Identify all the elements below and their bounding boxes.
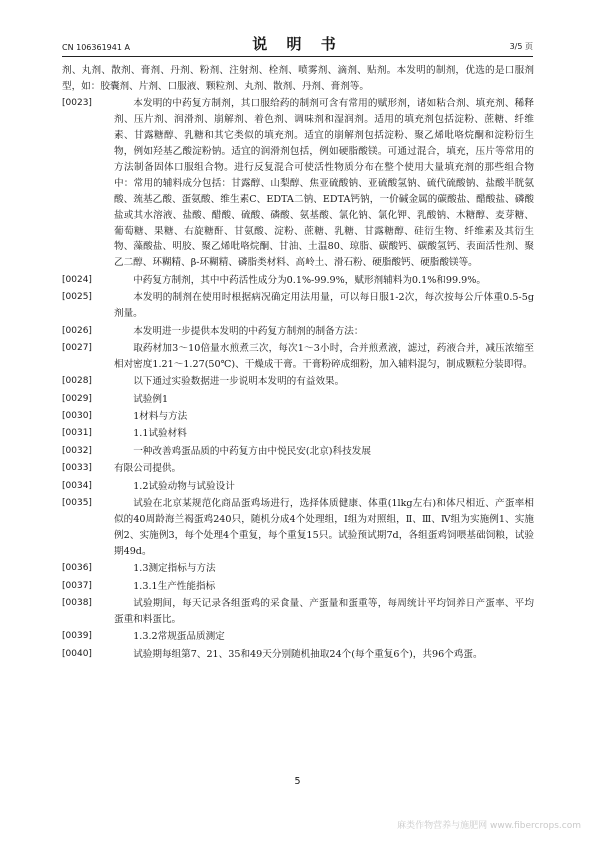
paragraph-0028 [62, 374, 534, 390]
paragraph-text: 一种改善鸡蛋品质的中药复方由中悦民安(北京)科技发展 [133, 445, 371, 457]
paragraph-0024 [62, 273, 534, 289]
paragraph-number: [0029] [62, 393, 92, 404]
paragraph-0033 [62, 461, 534, 477]
paragraph-0035 [62, 496, 534, 560]
paragraph-0039 [62, 629, 534, 645]
paragraph-text: 剂、丸剂、散剂、膏剂、丹剂、粉剂、注射剂、栓剂、喷雾剂、滴剂、贴剂。本发明的制剂，优选的是口服剂型，如：胶囊剂、片剂、口服液、颗粒剂、丸剂、散剂、丹剂、膏剂等。 [62, 65, 534, 92]
paragraph-0030 [62, 409, 534, 425]
paragraph-0026 [62, 324, 534, 340]
paragraph-text: 1.1试验材料 [133, 428, 187, 440]
paragraph-number: [0035] [62, 498, 92, 509]
paragraph-continuation [62, 63, 534, 95]
paragraph-text: 1.3测定指标与方法 [133, 563, 216, 575]
paragraph-text: 试验期间，每天记录各组蛋鸡的采食量、产蛋量和蛋重等，每周统计平均饲养日产蛋率、平均蛋重和料蛋比。 [114, 598, 534, 625]
paragraph-0040 [62, 647, 534, 663]
paragraph-number: [0027] [62, 342, 92, 353]
paragraph-0025 [62, 290, 534, 322]
paragraph-text: 1材料与方法 [133, 411, 188, 423]
paragraph-number: [0038] [62, 598, 92, 608]
paragraph-text: 本发明进一步提供本发明的中药复方制剂的制备方法： [133, 325, 364, 337]
paragraph-number: [0040] [62, 648, 92, 659]
paragraph-number: [0036] [62, 563, 92, 574]
paragraph-text: 试验例1 [133, 393, 169, 405]
paragraph-number: [0031] [62, 428, 92, 439]
paragraph-0036 [62, 561, 534, 577]
paragraph-text: 本发明的中药复方制剂，其口服给药的制剂可含有常用的赋形剂，诸如粘合剂、填充剂、稀释剂、压片剂、润滑剂、崩解剂、着色剂、调味剂和湿润剂。适用的填充剂包括淀粉、蔗糖、纤维素、甘露糖醇、乳糖和其它类似的填充剂。适宜的崩解剂包括淀粉、聚乙烯吡咯烷酮和淀粉衍生物，例如羟基乙酸淀粉钠。适宜的润滑剂包括，例如硬脂酸镁。可通过混合，填充，压片等常用的方法制备固体口服组合物。进行反复混合可使活性物质分布在整个使用大量填充剂的那些组合物中：常用的辅料成分包括：甘露醇、山梨醇、焦亚硫酸钠、亚硫酸氢钠、硫代硫酸钠、盐酸半胱氨酸、巯基乙酸、蛋氨酸、维生素C、EDTA二钠、EDTA钙钠，一价碱金属的碳酸盐、醋酸盐、磷酸盐或其水溶液、盐酸、醋酸、硫酸、磷酸、氨基酸、氯化钠、氯化钾、乳酸钠、木糖醇、麦芽糖、葡萄糖、果糖、右旋糖酐、甘氨酸、淀粉、蔗糖、乳糖、甘露糖醇、硅衍生物、纤维素及其衍生物、藻酸盐、明胶、聚乙烯吡咯烷酮、甘油、土温80、琼脂、碳酸钙、碳酸氢钙、表面活性剂、聚乙二醇、环糊精、β-环糊精、磷脂类材料、高岭土、滑石粉、硬脂酸钙、硬脂酸镁等。 [114, 98, 534, 269]
paragraph-0038 [62, 596, 534, 628]
paragraph-0034 [62, 479, 534, 495]
paragraph-text: 试验在北京某规范化商品蛋鸡场进行，选择体质健康、体重(1lkg左右)和体尺相近、产蛋率相似的40周龄海兰褐蛋鸡240只，随机分成4个处理组，I组为对照组，Ⅱ、Ⅲ、Ⅳ组为实施例1、实施例2、实施例3，每个处理4个重复，每个重复15只。试验预试期7d，各组蛋鸡饲喂基础饲粮，试验期49d。 [114, 498, 534, 557]
paragraph-number: [0026] [62, 325, 92, 336]
paragraph-number: [0030] [62, 411, 92, 422]
paragraph-text: 有限公司提供。 [114, 463, 182, 475]
paragraph-number: [0037] [62, 580, 92, 591]
description-body [62, 63, 534, 664]
paragraph-text: 1.2试验动物与试验设计 [133, 480, 235, 492]
paragraph-text: 取药材加3～10倍量水煎煮三次，每次1～3小时，合并煎煮液，滤过，药液合并，减压浓缩至相对密度1.21～1.27(50℃)、干燥成干膏。干膏粉碎成细粉，加入辅料混匀，制成颗粒分装即得。 [114, 342, 534, 370]
page-indicator: 3/5 页 [509, 42, 533, 51]
paragraph-number: [0028] [62, 376, 92, 387]
paragraph-0032 [62, 444, 534, 460]
page-header [62, 34, 533, 57]
paragraph-0029 [62, 392, 534, 408]
paragraph-number: [0032] [62, 445, 92, 456]
paragraph-number: [0025] [62, 292, 92, 303]
page-number: 5 [294, 776, 301, 787]
site-watermark: 麻类作物营养与施肥网 www.fibercrops.com [397, 821, 581, 831]
paragraph-0031 [62, 426, 534, 442]
paragraph-number: [0023] [62, 98, 92, 109]
paragraph-0027 [62, 341, 534, 373]
paragraph-0037 [62, 579, 534, 595]
paragraph-0023 [62, 96, 534, 271]
paragraph-number: [0039] [62, 631, 92, 642]
paragraph-number: [0034] [62, 480, 92, 491]
paragraph-text: 1.3.1生产性能指标 [133, 580, 216, 592]
paragraph-text: 中药复方制剂，其中中药活性成分为0.1%-99.9%，赋形剂辅料为0.1%和99.9%。 [133, 274, 486, 286]
paragraph-number: [0033] [62, 463, 92, 474]
paragraph-number: [0024] [62, 274, 92, 285]
paragraph-text: 以下通过实验数据进一步说明本发明的有益效果。 [133, 376, 345, 388]
paragraph-text: 1.3.2常规蛋品质测定 [133, 631, 225, 643]
paragraph-text: 试验期每组第7、21、35和49天分别随机抽取24个(每个重复6个)，共96个鸡蛋。 [133, 648, 483, 660]
document-title: 说 明 书 [252, 35, 343, 53]
patent-number: CN 106361941 A [62, 43, 130, 52]
paragraph-text: 本发明的制剂在使用时根据病况确定用法用量，可以每日服1-2次，每次按每公斤体重0.5-5g剂量。 [114, 292, 534, 320]
